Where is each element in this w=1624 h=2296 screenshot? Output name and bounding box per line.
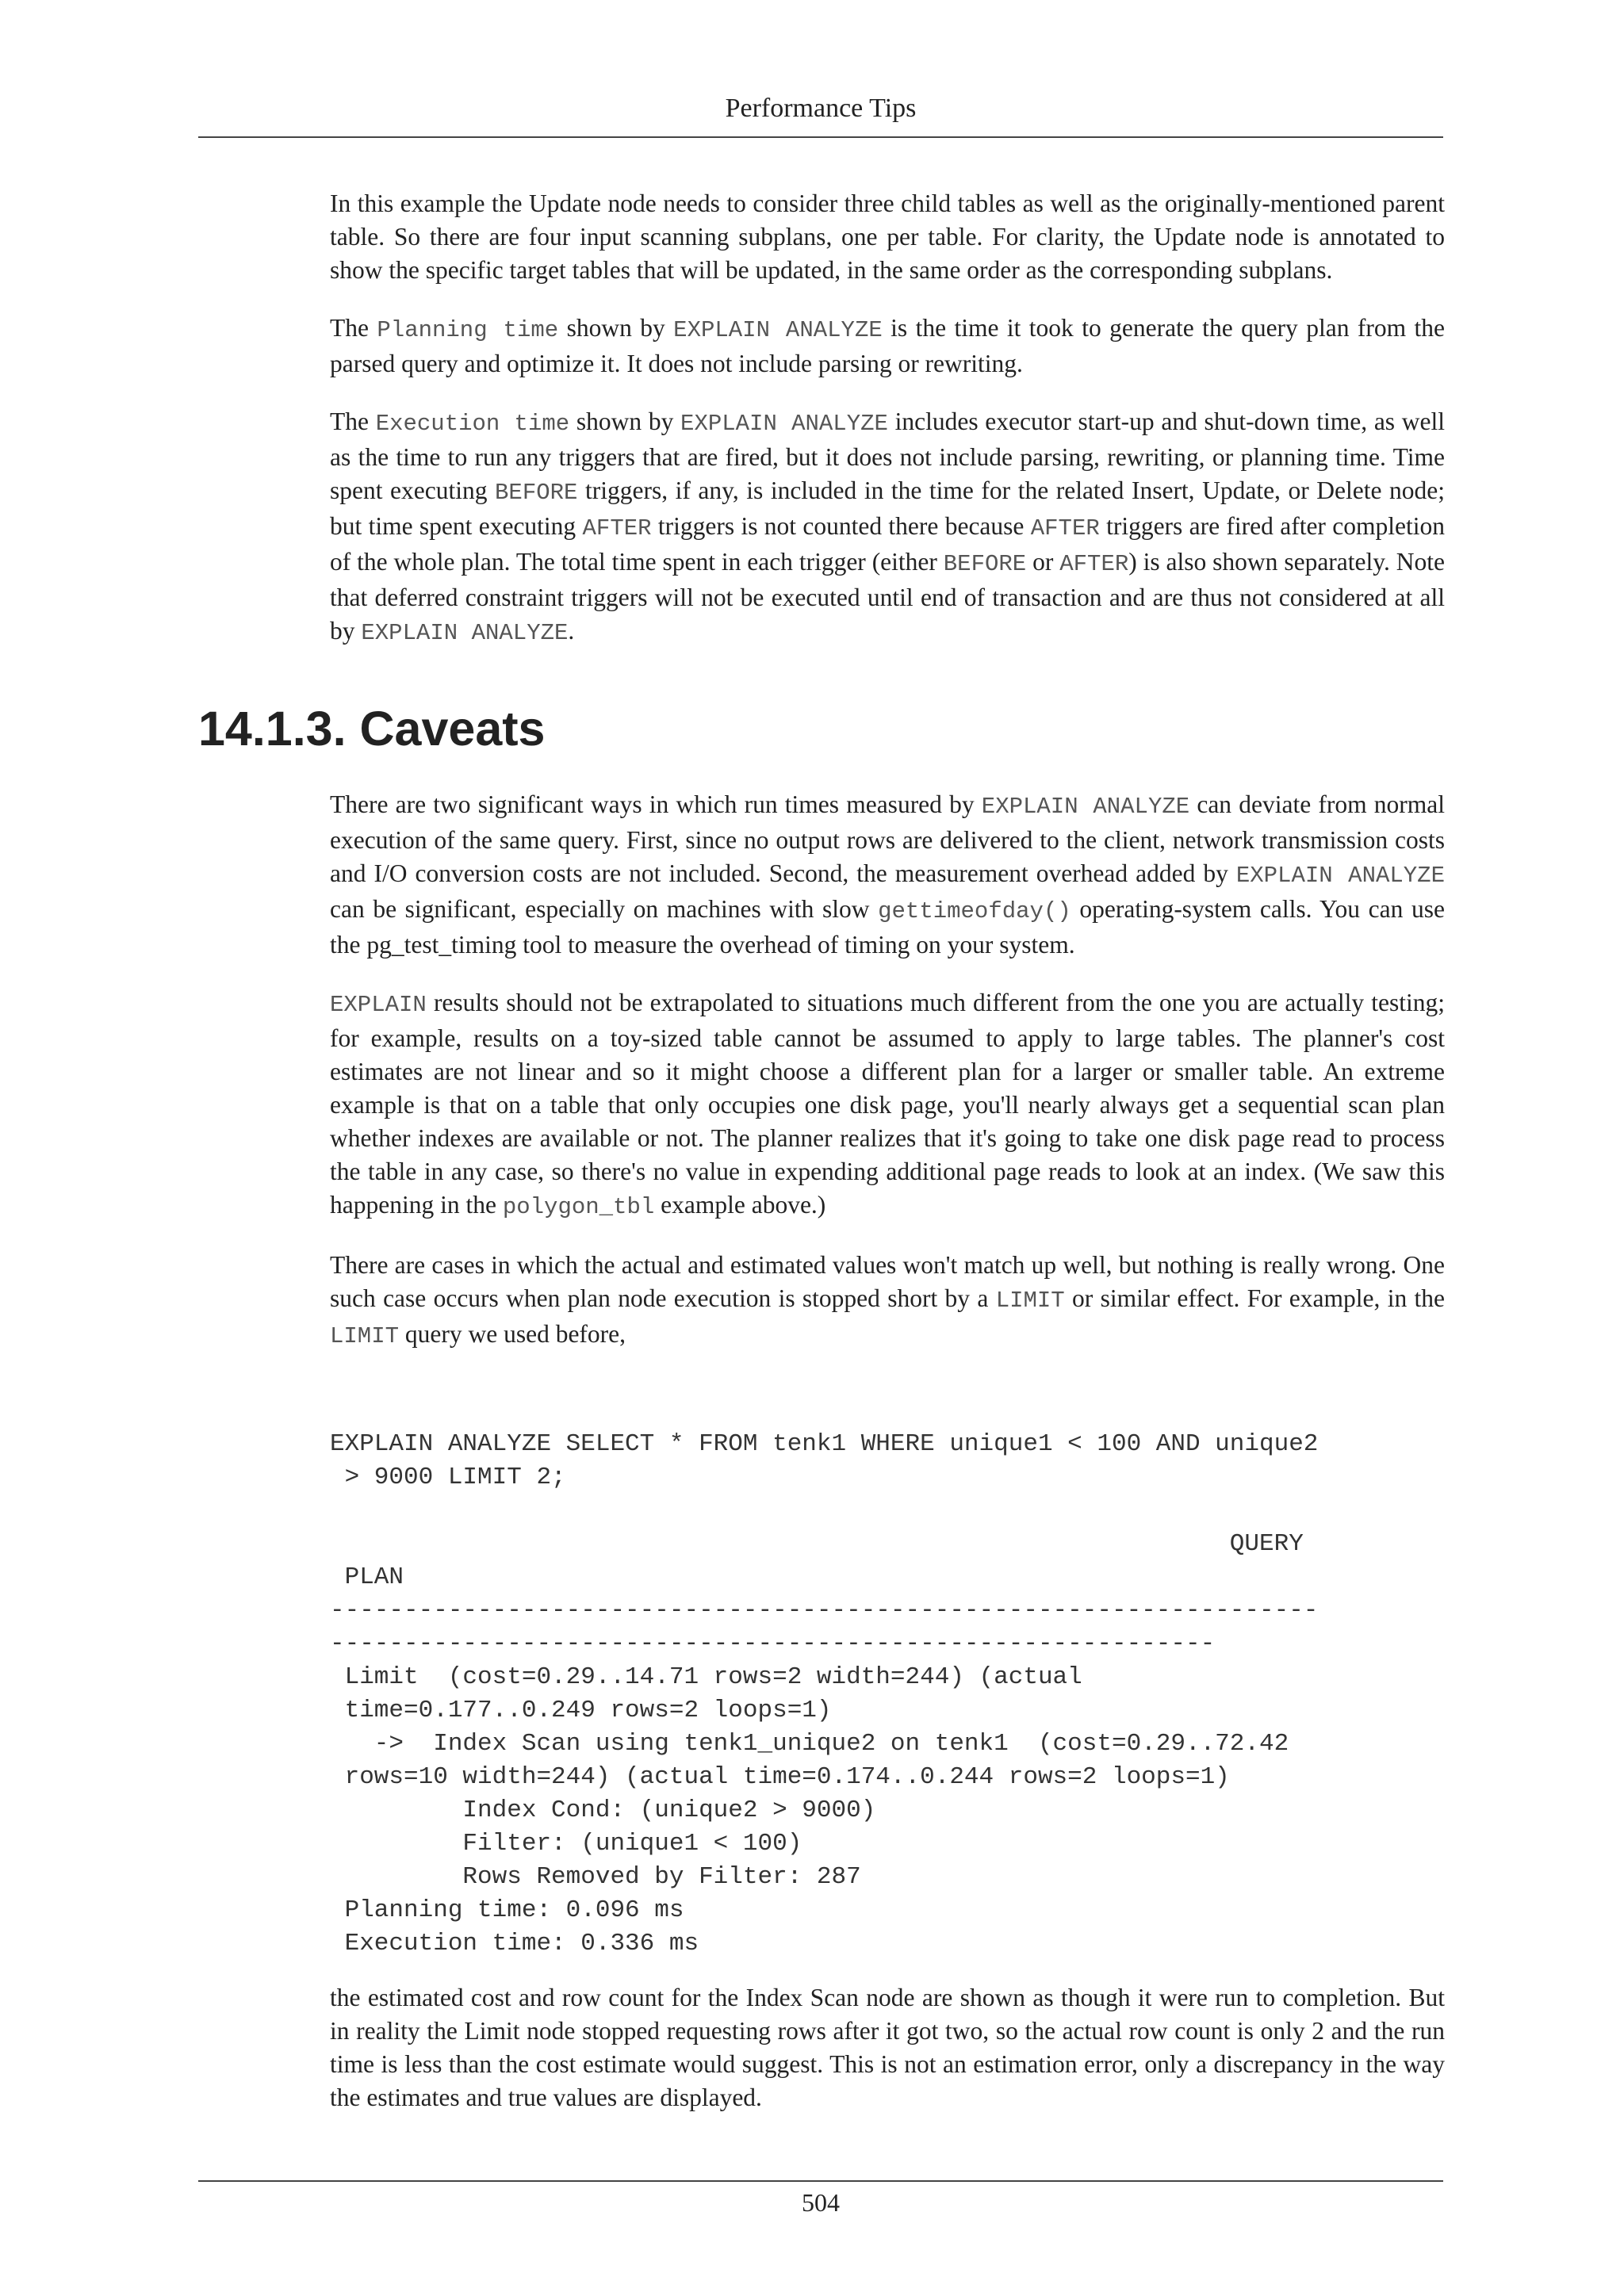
inline-code: EXPLAIN ANALYZE xyxy=(680,411,888,437)
caveats-paragraph-deviations xyxy=(330,788,1445,962)
explain-analyze-code-block xyxy=(330,1428,1318,1961)
inline-code: BEFORE xyxy=(495,480,578,506)
text-run: shown by xyxy=(558,314,674,342)
inline-code: LIMIT xyxy=(330,1323,400,1349)
inline-code: EXPLAIN ANALYZE xyxy=(673,317,883,343)
text-run: can deviate from normal execution of the same query. First, since no output rows are delivered to the client, network transmission costs and I/O conversion costs are not included. Second, the measurement overhead added by xyxy=(330,790,1446,887)
page-number: 504 xyxy=(802,2188,840,2217)
text-run: shown by xyxy=(569,408,681,435)
intro-paragraph-execution-time xyxy=(330,405,1445,650)
code-line: Limit (cost=0.29..14.71 rows=2 width=244) (actual xyxy=(330,1663,1082,1691)
text-run: results should not be extrapolated to situations much different from the one you are actually testing; for example, results on a toy-sized table cannot be assumed to apply to large tables. The planner's cost estimates are not linear and so it might choose a different plan for a larger or smaller table. An extreme example is that on a table that only occupies one disk page, you'll nearly always get a sequential scan plan whether indexes are available or not. The planner realizes that it's going to take one disk page read to process the table in any case, so there's no value in expending additional page reads to look at an index. (We saw this happening in the xyxy=(330,989,1445,1219)
text-run: is the time it took to generate the query plan from the parsed query and optimize it. It does not include parsing or rewriting. xyxy=(330,314,1445,377)
text-run: can be significant, especially on machines with slow xyxy=(330,895,879,923)
inline-code: gettimeofday() xyxy=(878,898,1071,924)
text-run: There are cases in which the actual and estimated values won't match up well, but nothing is really wrong. One such case occurs when plan node execution is stopped short by a xyxy=(330,1251,1445,1312)
code-line: ------------------------------------------------------------ xyxy=(330,1630,1216,1658)
code-line: Execution time: 0.336 ms xyxy=(330,1930,699,1957)
caveats-paragraph-limit xyxy=(330,1249,1445,1353)
text-run: triggers are fired after completion of the whole plan. The total time spent in each trigger (either xyxy=(330,512,1445,576)
text-run: example above.) xyxy=(654,1191,826,1219)
text-run: ) is also shown separately. Note that deferred constraint triggers will not be executed until end of transaction and are thus not considered at all by xyxy=(330,548,1445,645)
text-run: or similar effect. For example, in the xyxy=(1064,1284,1445,1312)
text-run: There are two significant ways in which run times measured by xyxy=(330,790,982,818)
inline-code: AFTER xyxy=(582,515,652,541)
text-run: operating-system calls. You can use the pg_test_timing tool to measure the overhead of timing on your system. xyxy=(330,895,1445,959)
section-heading: 14.1.3. Caveats xyxy=(198,702,546,756)
code-line: Filter: (unique1 < 100) xyxy=(330,1830,802,1858)
inline-code: Execution time xyxy=(375,411,570,437)
text-run: . xyxy=(568,617,575,645)
header-rule xyxy=(198,136,1443,138)
running-header: Performance Tips xyxy=(725,94,917,123)
code-line: ------------------------------------------------------------------- xyxy=(330,1597,1319,1624)
code-line: time=0.177..0.249 rows=2 loops=1) xyxy=(330,1697,832,1724)
inline-code: LIMIT xyxy=(995,1288,1065,1314)
caveats-section xyxy=(330,788,1445,1378)
code-line: > 9000 LIMIT 2; xyxy=(330,1464,566,1491)
intro-section xyxy=(330,187,1445,675)
code-line: EXPLAIN ANALYZE SELECT * FROM tenk1 WHERE unique1 < 100 AND unique2 xyxy=(330,1430,1319,1458)
code-line: -> Index Scan using tenk1_unique2 on tenk1 (cost=0.29..72.42 xyxy=(330,1730,1289,1758)
inline-code: EXPLAIN ANALYZE xyxy=(361,620,569,646)
intro-paragraph-planning-time xyxy=(330,312,1445,381)
caveats-paragraph-extrapolation xyxy=(330,986,1445,1224)
code-line: Rows Removed by Filter: 287 xyxy=(330,1863,861,1891)
inline-code: EXPLAIN ANALYZE xyxy=(981,794,1190,820)
intro-paragraph-update-node: In this example the Update node needs to consider three child tables as well as the originally-mentioned parent table. So there are four input scanning subplans, one per table. For clarity, the Update node is annotated to show the specific target tables that will be updated, in the same order as the corresponding subplans. xyxy=(330,189,1445,284)
code-line: QUERY xyxy=(330,1530,1304,1558)
text-run: includes executor start-up and shut-down time, as well as the time to run any triggers that are fired, but it does not include parsing, rewriting, or planning time. Time spent executing xyxy=(330,408,1446,504)
inline-code: AFTER xyxy=(1059,551,1129,577)
code-line: Index Cond: (unique2 > 9000) xyxy=(330,1797,876,1824)
inline-code: BEFORE xyxy=(943,551,1027,577)
text-run: or xyxy=(1026,548,1060,576)
text-run: triggers, if any, is included in the time for the related Insert, Update, or Delete node; but time spent executing xyxy=(330,476,1445,540)
inline-code: polygon_tbl xyxy=(502,1194,655,1220)
inline-code: Planning time xyxy=(377,317,559,343)
closing-paragraph: the estimated cost and row count for the Index Scan node are shown as though it were run to completion. But in reality the Limit node stopped requesting rows after it got two, so the actual row count is only 2 and the run time is less than the cost estimate would suggest. This is not an estimation error, only a discrepancy in the way the estimates and true values are displayed. xyxy=(330,1984,1445,2111)
inline-code: EXPLAIN ANALYZE xyxy=(1235,863,1445,889)
code-line: PLAN xyxy=(330,1563,404,1591)
text-run: query we used before, xyxy=(399,1320,626,1348)
text-run: The xyxy=(330,314,377,342)
code-line: Planning time: 0.096 ms xyxy=(330,1896,684,1924)
text-run: triggers is not counted there because xyxy=(651,512,1031,540)
text-run: The xyxy=(330,408,376,435)
inline-code: AFTER xyxy=(1030,515,1100,541)
code-line: rows=10 width=244) (actual time=0.174..0.244 rows=2 loops=1) xyxy=(330,1763,1230,1791)
inline-code: EXPLAIN xyxy=(330,992,427,1018)
footer-rule xyxy=(198,2180,1443,2182)
